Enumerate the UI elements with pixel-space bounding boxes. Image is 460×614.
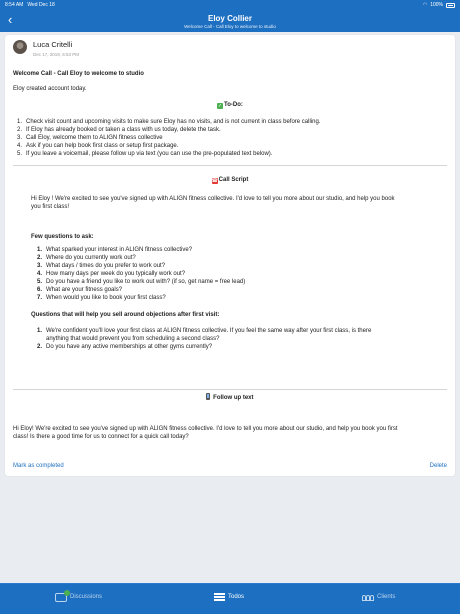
- list-item: 2. Do you have any active memberships at other gyms currently?: [37, 344, 213, 350]
- nav-title: Eloy Collier: [207, 14, 252, 23]
- call-script-intro: Hi Eloy ! We're excited to see you've signed up with ALIGN fitness collective. I'd love to tell you more about our studio, and help you book you first class!: [31, 196, 395, 210]
- questions-heading: Few questions to ask:: [31, 234, 94, 240]
- tab-bar: [0, 583, 460, 614]
- people-icon: [362, 593, 374, 601]
- post-date: Dec 17, 2019, 6:53 PM: [33, 52, 80, 57]
- task-title: Welcome Call - Call Eloy to welcome to studio: [13, 71, 144, 77]
- list-item: 2. If Eloy has already booked or taken a class with us today, delete the task.: [17, 127, 221, 133]
- battery-percent: 100%: [430, 2, 443, 8]
- check-mark-icon: ✓: [217, 103, 223, 109]
- battery-icon: [446, 3, 455, 8]
- objections-heading: Questions that will help you sell around objections after first visit:: [31, 312, 220, 318]
- status-date: Wed Dec 18: [27, 2, 55, 8]
- list-item: 5. Do you have a friend you like to work out with? (if so, get name = free lead): [37, 279, 246, 285]
- divider: [13, 389, 447, 390]
- author-name[interactable]: Luca Critelli: [33, 40, 73, 49]
- status-bar: [0, 0, 460, 10]
- created-note: Eloy created account today.: [13, 86, 87, 92]
- phone-icon: ☎: [211, 178, 218, 184]
- notification-badge: [64, 590, 70, 596]
- follow-up-heading: Follow up text: [5, 393, 455, 402]
- list-icon: [214, 593, 225, 601]
- list-item: 7. When would you like to book your first class?: [37, 295, 166, 301]
- list-item: 4. Ask if you can help book first class or setup first package.: [17, 143, 179, 149]
- delete-button[interactable]: Delete: [429, 463, 447, 469]
- divider: [13, 165, 447, 166]
- chat-bubble-icon: [55, 593, 67, 602]
- tab-clients[interactable]: Clients: [362, 589, 395, 605]
- tab-todos[interactable]: Todos: [214, 589, 244, 605]
- mobile-phone-icon: [206, 393, 210, 400]
- list-item: 1. We're confident you'll love your first class at ALIGN fitness collective. If you feel the same way after your first class, is there anything that would prevent you from scheduling a second class?: [37, 328, 372, 342]
- list-item: 1. Check visit count and upcoming visits to make sure Eloy has no visits, and is not current in class before calling.: [17, 119, 321, 125]
- list-item: 6. What are your fitness goals?: [37, 287, 123, 293]
- wifi-icon: ◠: [422, 2, 428, 8]
- mark-completed-button[interactable]: Mark as completed: [13, 463, 64, 469]
- questions-list: [37, 246, 245, 302]
- list-item: 5. If you leave a voicemail, please follow up via text (you can use the pre-populated text below).: [17, 151, 273, 157]
- nav-bar: [0, 10, 460, 32]
- objections-list: [37, 327, 371, 351]
- tab-discussions[interactable]: Discussions: [55, 589, 102, 605]
- call-script-heading: ☎Call Script: [211, 177, 249, 184]
- avatar[interactable]: [13, 40, 27, 54]
- list-item: 3. What days / times do you prefer to work out?: [37, 263, 166, 269]
- list-item: 3. Call Eloy, welcome them to ALIGN fitness collective: [17, 135, 163, 141]
- list-item: 4. How many days per week do you typically work out?: [37, 271, 186, 277]
- todo-list: [17, 118, 320, 158]
- follow-up-text: Hi Eloy! We're excited to see you've signed up with ALIGN fitness collective. I'd love to tell you more about our studio, and help you book you first class! Is there a good time for us to connect for a quick call today?: [13, 426, 398, 440]
- list-item: 1. What sparked your interest in ALIGN fitness collective?: [37, 247, 193, 253]
- back-chevron-icon[interactable]: ‹: [8, 12, 13, 27]
- task-card: [5, 35, 455, 476]
- todo-heading: ✓ To-Do:: [217, 102, 243, 109]
- nav-subtitle: Welcome Call - Call Eloy to welcome to studio: [184, 24, 276, 29]
- list-item: 2. Where do you currently work out?: [37, 255, 136, 261]
- status-time: 8:54 AM: [5, 2, 24, 8]
